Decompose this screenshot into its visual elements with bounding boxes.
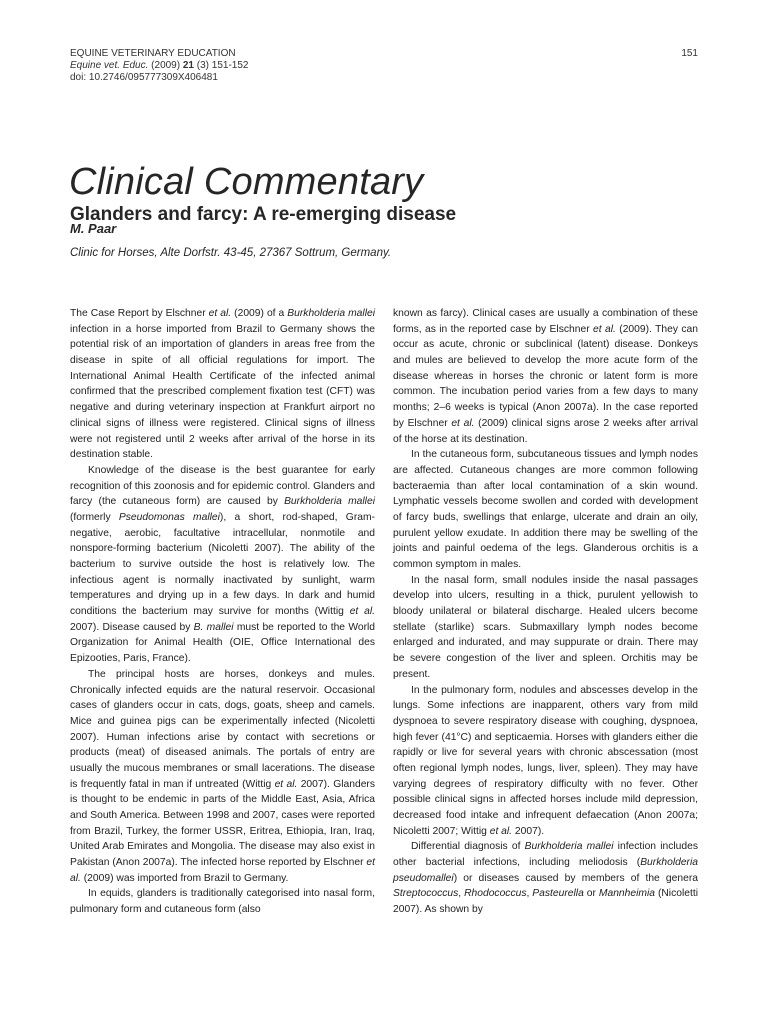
page-number: 151 (681, 48, 698, 59)
paragraph: The Case Report by Elschner et al. (2009) of a Burkholderia mallei infection in a horse imported from Brazil to Germany shows the potential risk of an importation of glanders in areas free from the disease in spite of all official regulations for import. The International Animal Health Certificate of the infected animal confirmed that the prescribed complement fixation test (CFT) was negative and during veterinary inspection at Frankfurt airport no clinical signs of illness were registered. Clinical signs of illness were not registered until 2 weeks after arrival of the horse in its destination stable. (70, 308, 375, 461)
citation-line (70, 60, 698, 72)
affiliation: Clinic for Horses, Alte Dorfstr. 43-45, 27367 Sottrum, Germany. (70, 247, 392, 259)
journal-name: EQUINE VETERINARY EDUCATION (70, 48, 236, 59)
section-title: Clinical Commentary (69, 161, 424, 204)
paragraph: known as farcy). Clinical cases are usually a combination of these forms, as in the reported case by Elschner et al. (2009). They can occur as acute, chronic or subclinical (latent) disease. Donkeys and mules are believed to develop the more acute form of the disease whereas in horses the chronic or latent form is more common. The incubation period varies from a few days to many months; 2–6 weeks is typical (Anon 2007a). In the case reported by Elschner et al. (2009) clinical signs arose 2 weeks after arrival of the horse at its destination. (393, 308, 698, 445)
body-column-right (393, 306, 698, 918)
article-title: Glanders and farcy: A re-emerging disease (70, 203, 457, 225)
paragraph: In the pulmonary form, nodules and abscesses develop in the lungs. Some infections are inapparent, others vary from mild dyspnoea to severe respiratory disease with coughing, dyspnoea, high fever (41°C) and septicaemia. Horses with glanders either die rapidly or live for several years with chronic abscessation (most often regional lymph nodes, lungs, liver, spleen). They may have varying degrees of respiratory difficulty with no fever. Other possible clinical signs in affected horses include mild depression, decreased food intake and infrequent defaecation (Anon 2007a; Nicoletti 2007; Wittig et al. 2007). (393, 684, 698, 837)
paragraph: The principal hosts are horses, donkeys and mules. Chronically infected equids are the natural reservoir. Occasional cases of glanders occur in cats, dogs, goats, sheep and camels. Mice and guinea pigs can be experimentally infected (Nicoletti 2007). Human infections arise by contact with secretions or products (meat) of diseased animals. The portals of entry are usually the mucous membranes or small lacerations. The disease is frequently fatal in man if untreated (Wittig et al. 2007). Glanders is thought to be endemic in parts of the Middle East, Asia, Africa and South America. Between 1998 and 2007, cases were reported from Brazil, Turkey, the former USSR, Eritrea, Ethiopia, Iran, Iraq, United Arab Emirates and Mongolia. The disease may also exist in Pakistan (Anon 2007a). The infected horse reported by Elschner et al. (2009) was imported from Brazil to Germany. (70, 668, 375, 884)
journal-header (70, 48, 698, 84)
paragraph: In the cutaneous form, subcutaneous tissues and lymph nodes are affected. Cutaneous changes are more common following bacteraemia than after local contamination of a skin wound. Lymphatic vessels become swollen and corded with development of farcy buds, swellings that enlarge, ulcerate and drain an oily, purulent yellow exudate. In addition there may be swelling of the joints and painful oedema of the legs. Glanderous orchitis is a common symptom in males. (393, 449, 698, 570)
paragraph: In equids, glanders is traditionally categorised into nasal form, pulmonary form and cutaneous form (also (70, 888, 375, 916)
paragraph: Differential diagnosis of Burkholderia mallei infection includes other bacterial infections, including meliodosis (Burkholderia pseudomallei) or diseases caused by members of the genera Streptococcus, Rhodococcus, Pasteurella or Mannheimia (Nicoletti 2007). As shown by (393, 841, 698, 916)
body-column-left (70, 306, 375, 918)
citation-issue-pages: (3) 151-152 (196, 60, 249, 71)
citation-year: (2009) (151, 60, 181, 71)
citation-volume: 21 (182, 60, 194, 71)
doi-line: doi: 10.2746/095777309X406481 (70, 72, 218, 83)
author: M. Paar (70, 221, 117, 236)
paragraph: Knowledge of the disease is the best guarantee for early recognition of this zoonosis and for epidemic control. Glanders and farcy (the cutaneous form) are caused by Burkholderia mallei (formerly Pseudomonas mallei), a short, rod-shaped, Gram-negative, aerobic, facultative intracellular, nonmotile and nonspore-forming bacterium (Nicoletti 2007). The ability of the bacterium to survive outside the host is relatively low. The infectious agent is normally inactivated by sunlight, warm temperatures and drying up in a few days. In dark and humid conditions the bacterium may survive for months (Wittig et al. 2007). Disease caused by B. mallei must be reported to the World Organization for Animal Health (OIE, Office International des Epizooties, Paris, France). (70, 464, 376, 665)
journal-abbrev: Equine vet. Educ. (70, 60, 149, 71)
paragraph: In the nasal form, small nodules inside the nasal passages develop into ulcers, resulting in a thick, purulent yellowish to bloody unilateral or bilateral discharge. Healed ulcers become stellate (starlike) scars. Submaxillary lymph nodes become enlarged and indurated, and may suppurate or drain. There may be severe congestion of the liver and spleen. Orchitis may be present. (393, 574, 698, 680)
